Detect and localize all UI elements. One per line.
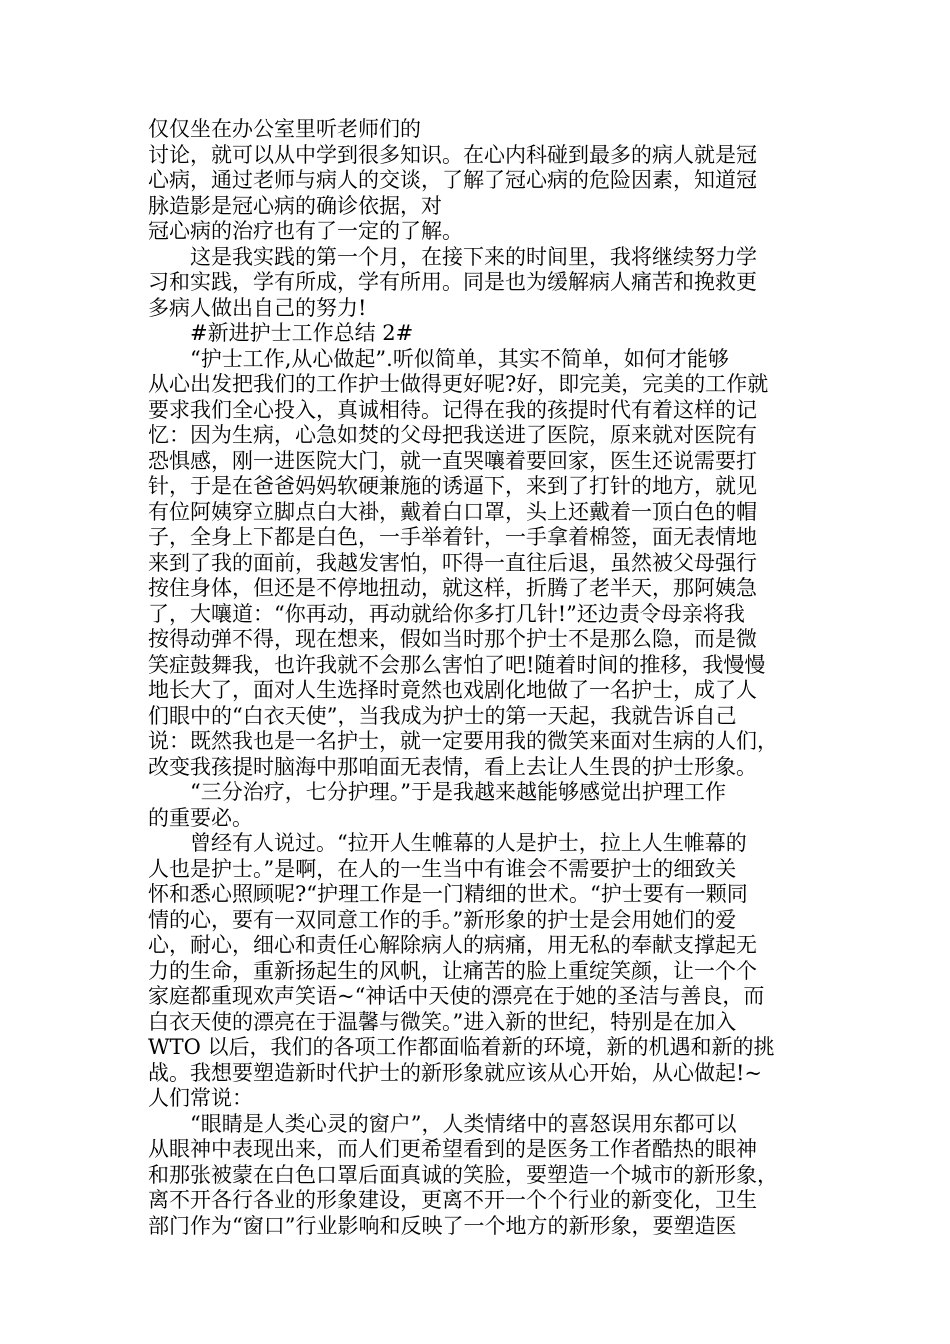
text-line: 白衣天使的漂亮在于温馨与微笑。”进入新的世纪，特别是在加入: [148, 1009, 737, 1034]
text-line: 人也是护士。”是啊，在人的一生当中有谁会不需要护士的细致关: [148, 856, 737, 881]
text-line: 有位阿姨穿立脚点白大褂，戴着白口罩，头上还戴着一顶白色的帽: [148, 499, 757, 524]
text-line: 要求我们全心投入，真诚相待。记得在我的孩提时代有着这样的记: [148, 397, 757, 422]
text-line: 和那张被蒙在白色口罩后面真诚的笑脸，要塑造一个城市的新形象，: [148, 1162, 778, 1187]
text-line: 战。我想要塑造新时代护士的新形象就应该从心开始，从心做起!~: [148, 1060, 763, 1085]
text-line: 的重要必。: [148, 805, 253, 830]
text-line: “眼睛是人类心灵的窗户”，人类情绪中的喜怒误用东都可以: [148, 1111, 737, 1136]
text-line: 地长大了，面对人生选择时竟然也戏剧化地做了一名护士，成了人: [148, 678, 757, 702]
body-text: [148, 117, 818, 1239]
text-line: 仅仅坐在办公室里听老师们的: [148, 117, 421, 141]
text-line: 来到了我的面前，我越发害怕，吓得一直往后退，虽然被父母强行: [148, 550, 757, 575]
text-line: 改变我孩提时脑海中那咱面无表情，看上去让人生畏的护士形象。: [148, 754, 757, 779]
text-line: 冠心病的治疗也有了一定的了解。: [148, 219, 463, 243]
text-line: WTO 以后，我们的各项工作都面临着新的环境，新的机遇和新的挑: [148, 1035, 775, 1059]
text-line: 曾经有人说过。“拉开人生帷幕的人是护士，拉上人生帷幕的: [148, 831, 747, 855]
text-line: “护士工作,从心做起”.听似简单，其实不简单，如何才能够: [148, 346, 729, 371]
text-line: 讨论，就可以从中学到很多知识。在心内科碰到最多的病人就是冠: [148, 142, 757, 167]
text-line: 这是我实践的第一个月，在接下来的时间里，我将继续努力学: [148, 244, 757, 269]
text-line: 家庭都重现欢声笑语~“神话中天使的漂亮在于她的圣洁与善良，而: [148, 984, 765, 1008]
text-line: 从心出发把我们的工作护士做得更好呢?好，即完美，完美的工作就: [148, 372, 769, 396]
text-line: 忆：因为生病，心急如焚的父母把我送进了医院，原来就对医院有: [148, 423, 757, 447]
text-line: 心，耐心，细心和责任心解除病人的病痛，用无私的奉献支撑起无: [148, 933, 757, 957]
text-line: 子，全身上下都是白色，一手举着针，一手拿着棉签，面无表情地: [148, 525, 757, 549]
text-line: 心病，通过老师与病人的交谈，了解了冠心病的危险因素，知道冠: [148, 168, 757, 192]
text-line: 按住身体，但还是不停地扭动，就这样，折腾了老半天，那阿姨急: [148, 576, 757, 600]
text-line: 按得动弹不得，现在想来，假如当时那个护士不是那么隐，而是微: [148, 627, 757, 651]
text-line: 力的生命，重新扬起生的风帆，让痛苦的脸上重绽笑颜，让一个个: [148, 958, 757, 983]
text-line: 情的心，要有一双同意工作的手。”新形象的护士是会用她们的爱: [148, 907, 737, 932]
text-line: 恐惧感，刚一进医院大门，就一直哭嚷着要回家，医生还说需要打: [148, 448, 757, 473]
text-line: 离不开各行各业的形象建设，更离不开一个个行业的新变化，卫生: [148, 1188, 757, 1212]
text-line: 多病人做出自己的努力!: [148, 295, 367, 320]
text-line: 了，大嚷道：“你再动，再动就给你多打几针!”还边责令母亲将我: [148, 601, 745, 626]
section-heading: #新进护士工作总结 2#: [148, 321, 414, 345]
text-line: 笑症鼓舞我，也许我就不会那么害怕了吧!随着时间的推移，我慢慢: [148, 652, 766, 677]
text-line: 针，于是在爸爸妈妈软硬兼施的诱逼下，来到了打针的地方，就见: [148, 474, 757, 498]
text-line: 脉造影是冠心病的确诊依据，对: [148, 193, 442, 218]
text-line: 从眼神中表现出来，而人们更希望看到的是医务工作者酷热的眼神: [148, 1137, 757, 1161]
text-line: “三分治疗，七分护理。”于是我越来越能够感觉出护理工作: [148, 780, 726, 804]
text-line: 怀和悉心照顾呢?“护理工作是一门精细的世术。“护士要有一颗同: [148, 882, 748, 906]
text-line: 人们常说：: [148, 1086, 253, 1110]
text-line: 部门作为“窗口”行业影响和反映了一个地方的新形象，要塑造医: [148, 1213, 737, 1238]
text-line: 说：既然我也是一名护士，就一定要用我的微笑来面对生病的人们，: [148, 729, 778, 753]
text-line: 习和实践，学有所成，学有所用。同是也为缓解病人痛苦和挽救更: [148, 270, 757, 294]
text-line: 们眼中的“白衣天使”，当我成为护士的第一天起，我就告诉自己: [148, 703, 737, 728]
